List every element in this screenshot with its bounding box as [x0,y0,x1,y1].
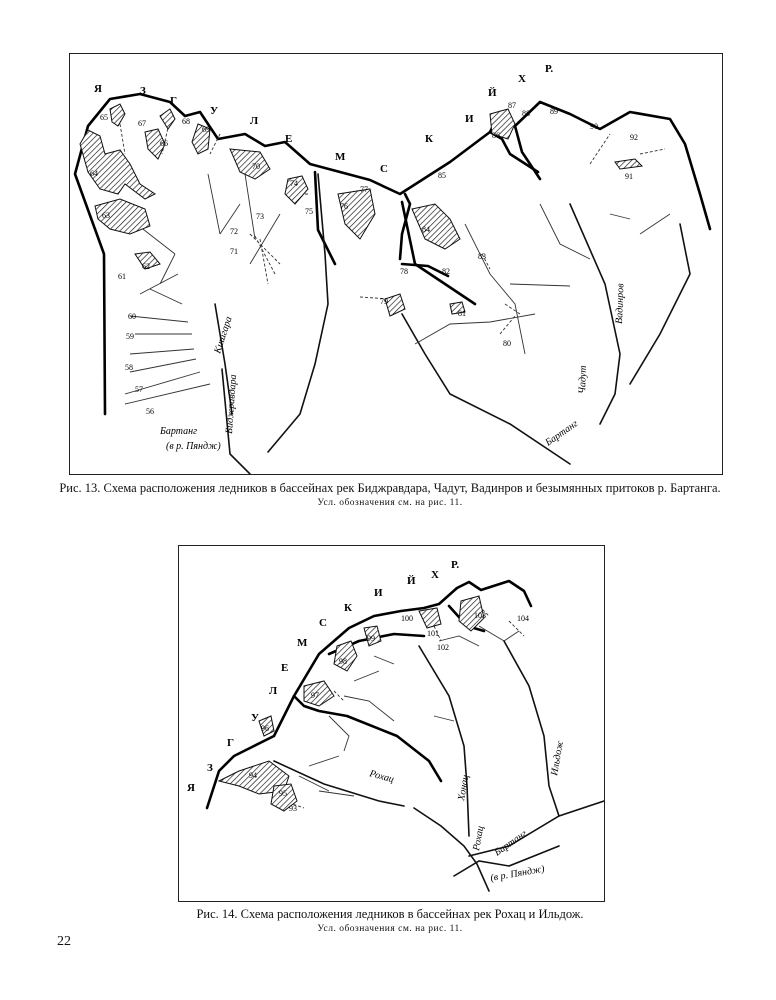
glacier-70 [230,149,270,179]
svg-text:К: К [344,602,352,614]
svg-text:100: 100 [401,614,413,623]
svg-text:91: 91 [625,172,633,181]
svg-text:С: С [319,617,327,629]
svg-text:70: 70 [252,162,260,171]
svg-text:61: 61 [118,272,126,281]
svg-text:97: 97 [311,691,319,700]
svg-text:Хонац: Хонац [456,774,472,802]
svg-text:Чадут: Чадут [577,365,589,395]
svg-text:М: М [297,637,308,649]
glacier-67 [160,109,175,129]
svg-text:85: 85 [438,171,446,180]
svg-text:67: 67 [138,119,146,128]
svg-text:Бартанг: Бартанг [492,828,530,859]
svg-text:72: 72 [230,227,238,236]
svg-text:У: У [251,712,260,724]
svg-text:101: 101 [427,629,439,638]
svg-text:(в р. Пяндж): (в р. Пяндж) [489,863,546,884]
svg-text:Й: Й [488,87,497,99]
svg-text:Х: Х [431,569,439,581]
svg-text:102: 102 [437,643,449,652]
svg-text:90: 90 [590,122,598,131]
svg-text:83: 83 [478,252,486,261]
svg-text:М: М [335,151,346,163]
svg-text:И: И [465,113,474,125]
svg-text:78: 78 [400,267,408,276]
svg-text:З: З [207,762,213,774]
svg-text:Я: Я [187,782,195,794]
svg-text:74: 74 [290,179,298,188]
svg-text:59: 59 [126,332,134,341]
glacier-84 [412,204,460,249]
svg-text:93: 93 [289,804,297,813]
glacier-65 [110,104,125,126]
glacier-64 [80,130,155,199]
glacier-100 [419,608,441,628]
glacier-map-figure-14 [178,545,605,902]
svg-text:С: С [380,163,388,175]
glacier-98 [334,641,357,671]
svg-text:Вадинров: Вадинров [614,283,627,325]
svg-text:79: 79 [380,297,388,306]
svg-text:86: 86 [492,131,500,140]
svg-text:68: 68 [182,117,190,126]
svg-text:58: 58 [125,363,133,372]
svg-text:66: 66 [160,139,168,148]
svg-text:89: 89 [550,107,558,116]
svg-text:94: 94 [249,771,257,780]
glacier-97 [304,681,334,706]
svg-text:Г: Г [170,95,177,107]
glacier-76 [338,189,375,239]
map-13-svg [70,54,722,474]
svg-text:63: 63 [102,211,110,220]
svg-text:57: 57 [135,385,143,394]
svg-text:82: 82 [442,267,450,276]
svg-text:Й: Й [407,575,416,587]
svg-text:71: 71 [230,247,238,256]
svg-text:103: 103 [474,611,486,620]
svg-text:Биджравдара: Биджравдара [224,374,240,435]
svg-text:88: 88 [522,109,530,118]
svg-text:(в р. Пяндж): (в р. Пяндж) [166,441,221,452]
svg-text:Г: Г [227,737,234,749]
svg-text:Р.: Р. [451,559,460,571]
svg-text:62: 62 [142,262,150,271]
svg-text:104: 104 [517,614,529,623]
svg-text:81: 81 [458,309,466,318]
glacier-79 [385,294,405,316]
svg-text:65: 65 [100,113,108,122]
yazgulem-ridge [75,94,710,414]
svg-text:И: И [374,587,383,599]
svg-text:64: 64 [90,169,98,178]
glacier-91 [615,159,642,169]
svg-text:Е: Е [281,662,289,674]
svg-text:Бартанг: Бартанг [543,418,581,449]
svg-text:Л: Л [269,685,278,697]
svg-text:Л: Л [250,115,259,127]
figure-14-caption: Рис. 14. Схема расположения ледников в бассейнах рек Рохац и Ильдож. Усл. обозначения см. на рис. 11. [196,907,584,934]
svg-text:69: 69 [202,125,210,134]
svg-text:77: 77 [360,185,368,194]
svg-text:Кишгара: Кишгара [212,315,235,355]
svg-text:Р.: Р. [545,63,554,75]
svg-text:75: 75 [305,207,313,216]
svg-text:Рохац: Рохац [471,825,487,852]
svg-text:З: З [140,85,146,97]
svg-text:К: К [425,133,433,145]
svg-text:87: 87 [508,101,516,110]
svg-text:56: 56 [146,407,154,416]
svg-text:98: 98 [339,657,347,666]
svg-text:84: 84 [422,225,430,234]
svg-text:95: 95 [279,789,287,798]
svg-text:У: У [210,105,219,117]
svg-text:Х: Х [518,73,526,85]
svg-text:92: 92 [630,133,638,142]
svg-text:Я: Я [94,83,102,95]
svg-text:Бартанг: Бартанг [160,426,197,437]
svg-text:76: 76 [340,202,348,211]
svg-text:Ильдож: Ильдож [549,739,567,777]
page-number: 22 [57,934,71,949]
svg-text:Е: Е [285,133,293,145]
glacier-map-figure-13 [69,53,723,475]
map-14-svg [179,546,604,901]
svg-text:96: 96 [261,724,269,733]
svg-text:99: 99 [367,634,375,643]
svg-text:Рохац: Рохац [368,768,396,786]
svg-text:80: 80 [503,339,511,348]
svg-text:73: 73 [256,212,264,221]
svg-text:60: 60 [128,312,136,321]
figure-13-caption: Рис. 13. Схема расположения ледников в бассейнах рек Биджравдара, Чадут, Вадинров и безымянных притоков р. Бартанга. Усл. обозначения см. на рис. 11. [59,481,721,508]
